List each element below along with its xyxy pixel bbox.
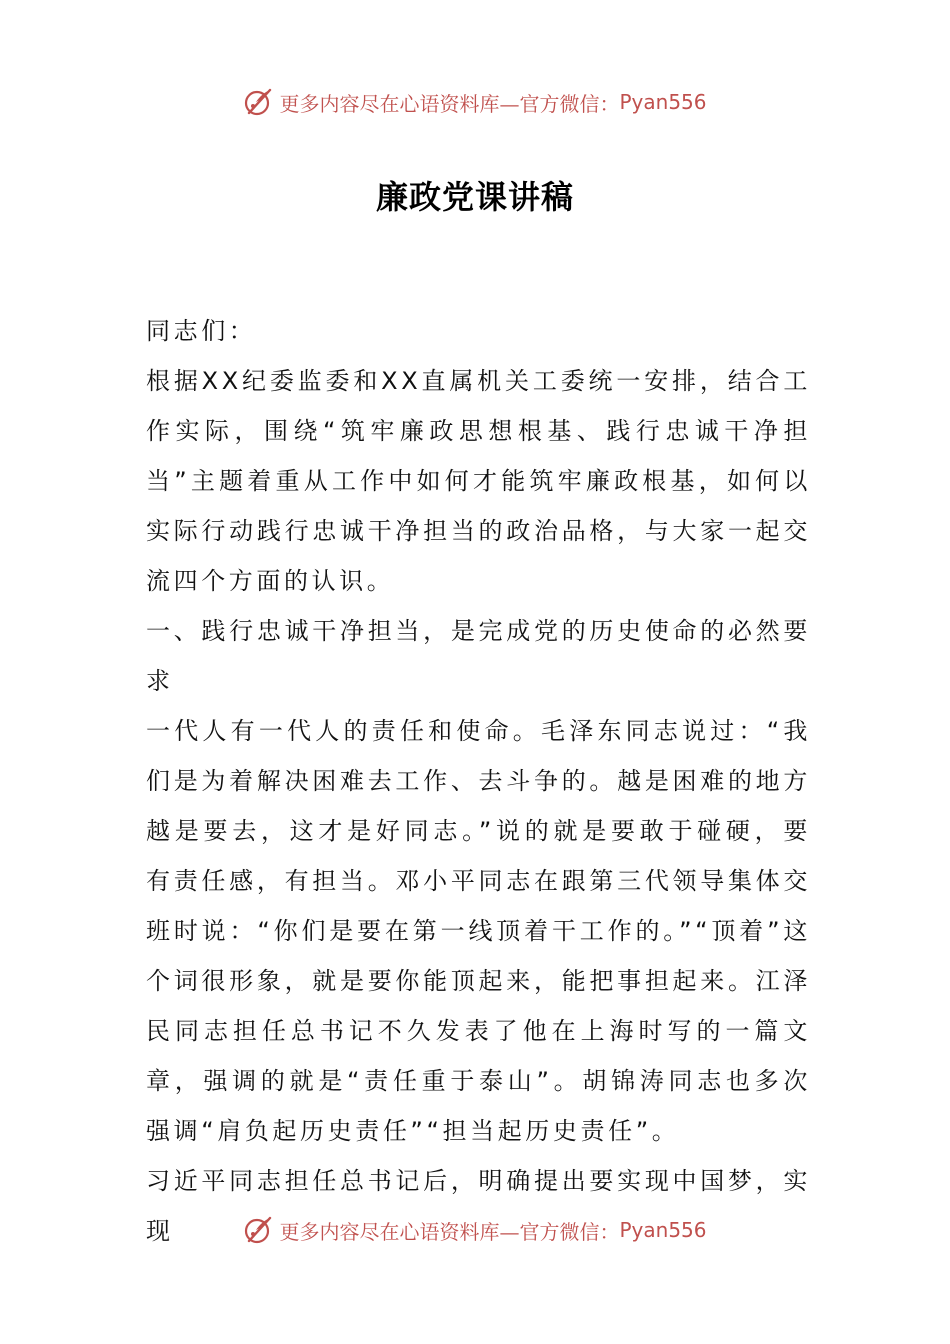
quill-circle-logo-icon — [243, 1214, 275, 1246]
header-banner-text: 更多内容尽在心语资料库—官方微信： — [279, 91, 620, 116]
document-title: 廉政党课讲稿 — [375, 178, 574, 216]
quill-circle-logo-icon — [243, 86, 275, 118]
document-body — [146, 306, 811, 1256]
footer-watermark-banner — [0, 1210, 950, 1250]
paragraph-section-1: 一代人有一代人的责任和使命。毛泽东同志说过：“我们是为着解决困难去工作、去斗争的。越是困难的地方越是要去，这才是好同志。”说的就是要敢于碰硬，要有责任感，有担当。邓小平同志在跟第三代领导集体交班时说：“你们是要在第一线顶着干工作的。”“顶着”这个词很形象，就是要你能顶起来，能把事担起来。江泽民同志担任总书记不久发表了他在上海时写的一篇文章，强调的就是“责任重于泰山”。胡锦涛同志也多次强调“肩负起历史责任”“担当起历史责任”。 — [146, 717, 811, 1145]
section-heading-1: 一、践行忠诚干净担当，是完成党的历史使命的必然要求 — [146, 617, 811, 695]
header-watermark-banner — [0, 82, 950, 122]
header-banner-handle: Pyan556 — [619, 90, 707, 114]
footer-banner-handle: Pyan556 — [619, 1218, 707, 1242]
paragraph-intro: 根据XX纪委监委和XX直属机关工委统一安排，结合工作实际，围绕“筑牢廉政思想根基、践行忠诚干净担当”主题着重从工作中如何才能筑牢廉政根基，如何以实际行动践行忠诚干净担当的政治品格，与大家一起交流四个方面的认识。 — [146, 367, 811, 595]
footer-banner-text: 更多内容尽在心语资料库—官方微信： — [279, 1219, 620, 1244]
paragraph-salutation: 同志们： — [146, 317, 257, 345]
paragraph-continuation: 习近平同志担任总书记后，明确提出要实现中国梦，实现 — [146, 1167, 811, 1245]
